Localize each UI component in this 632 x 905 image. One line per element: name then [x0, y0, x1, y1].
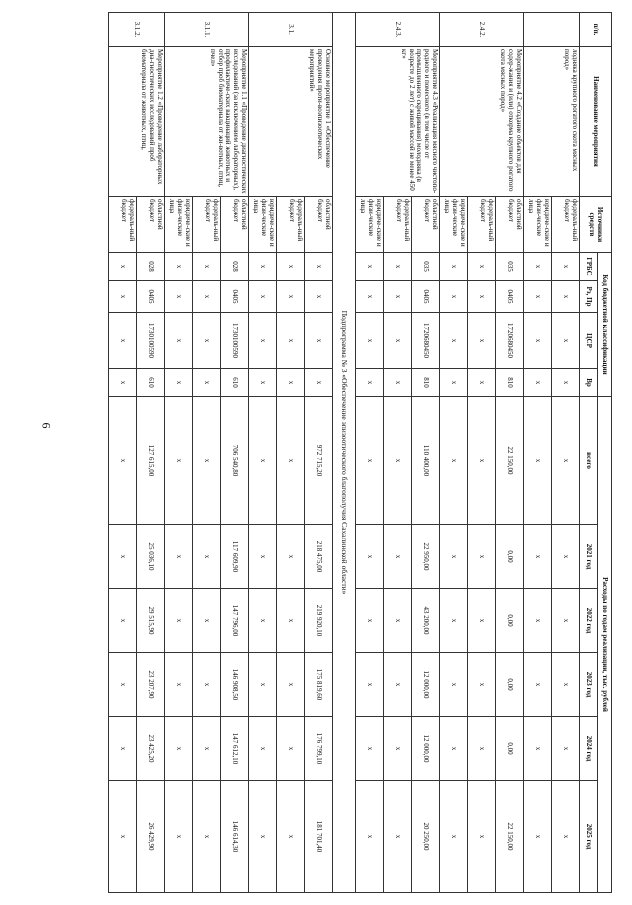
funding-source: федераль-ный бюджет — [193, 197, 221, 253]
value-cell: 028 — [137, 253, 165, 281]
value-cell: x — [356, 781, 384, 893]
value-cell: x — [109, 397, 137, 525]
table-header — [580, 13, 612, 893]
value-cell: 028 — [221, 253, 249, 281]
value-cell: 610 — [221, 369, 249, 397]
value-cell: x — [468, 313, 496, 369]
value-cell: x — [356, 313, 384, 369]
value-cell: x — [109, 281, 137, 313]
value-cell: 218 475,00 — [305, 525, 333, 589]
value-cell: x — [468, 589, 496, 653]
measure-name: Мероприятие 4.2 «Создание объектов для содер-жания и (или) откорма крупного рогатого скота мясных пород» — [440, 47, 524, 197]
value-cell: 810 — [412, 369, 440, 397]
table-row — [221, 13, 249, 893]
header-rzpr: Рз, Пр — [580, 281, 598, 313]
value-cell: x — [524, 589, 552, 653]
value-cell: x — [109, 653, 137, 717]
value-cell: x — [249, 717, 277, 781]
value-cell: 117 609,90 — [221, 525, 249, 589]
row-number: 2.4.2. — [440, 13, 524, 47]
value-cell: 1720680450 — [496, 313, 524, 369]
budget-table — [108, 12, 612, 893]
value-cell: 22 150,00 — [496, 397, 524, 525]
value-cell: 0405 — [412, 281, 440, 313]
value-cell: x — [552, 369, 580, 397]
value-cell: x — [193, 397, 221, 525]
value-cell: x — [356, 397, 384, 525]
value-cell: 25 036,10 — [137, 525, 165, 589]
table-row — [305, 13, 333, 893]
value-cell: 22 150,00 — [496, 781, 524, 893]
value-cell: x — [440, 589, 468, 653]
value-cell: x — [356, 717, 384, 781]
value-cell: x — [384, 653, 412, 717]
value-cell: 23 207,90 — [137, 653, 165, 717]
value-cell: x — [440, 313, 468, 369]
value-cell: x — [277, 589, 305, 653]
value-cell: x — [552, 525, 580, 589]
value-cell: x — [356, 589, 384, 653]
value-cell: x — [468, 397, 496, 525]
rotated-table-container — [34, 12, 612, 892]
header-2024: 2024 год — [580, 717, 598, 781]
value-cell: x — [165, 525, 193, 589]
funding-source: юридиче-ские и физи-ческие лица — [524, 197, 552, 253]
value-cell: x — [249, 369, 277, 397]
header-budget-code: Код бюджетной классификации — [598, 253, 612, 397]
value-cell: 0,00 — [496, 525, 524, 589]
header-expenses: Расходы по годам реализации, тыс. рублей — [598, 397, 612, 893]
value-cell: x — [524, 369, 552, 397]
value-cell: 035 — [412, 253, 440, 281]
value-cell: x — [109, 717, 137, 781]
row-number: 3.1.2. — [109, 13, 165, 47]
header-2025: 2025 год — [580, 781, 598, 893]
value-cell: 181 701,40 — [305, 781, 333, 893]
value-cell: x — [524, 253, 552, 281]
value-cell: x — [109, 369, 137, 397]
value-cell: x — [468, 781, 496, 893]
subprogram-title: Подпрограмма № 3 «Обеспечение эпизоотического благополучия Сахалинской области» — [333, 13, 356, 893]
value-cell: x — [277, 525, 305, 589]
value-cell: x — [356, 253, 384, 281]
value-cell: x — [524, 281, 552, 313]
value-cell: 23 425,20 — [137, 717, 165, 781]
value-cell: x — [249, 281, 277, 313]
value-cell: x — [552, 653, 580, 717]
header-vr: Вр — [580, 369, 598, 397]
value-cell: 1720680450 — [412, 313, 440, 369]
value-cell: x — [384, 589, 412, 653]
value-cell: x — [277, 369, 305, 397]
subprogram-row-group — [333, 13, 356, 893]
value-cell: 20 250,00 — [412, 781, 440, 893]
funding-source: областной бюджет — [221, 197, 249, 253]
value-cell: 176 799,10 — [305, 717, 333, 781]
value-cell: x — [356, 369, 384, 397]
header-grbs: ГРБС — [580, 253, 598, 281]
value-cell: 0405 — [496, 281, 524, 313]
row-number — [524, 13, 580, 47]
value-cell: x — [384, 525, 412, 589]
value-cell: x — [440, 525, 468, 589]
value-cell: 147 612,10 — [221, 717, 249, 781]
value-cell: x — [165, 781, 193, 893]
funding-source: федераль-ный бюджет — [552, 197, 580, 253]
value-cell: x — [552, 281, 580, 313]
measure-name: Мероприятие 1.2 «Проведение лабораторных диа-гностических исследований проб биоматериала от животных, птиц, — [109, 47, 165, 197]
funding-source: областной бюджет — [305, 197, 333, 253]
value-cell: x — [384, 253, 412, 281]
funding-source: федераль-ный бюджет — [384, 197, 412, 253]
value-cell: x — [468, 717, 496, 781]
value-cell: x — [440, 397, 468, 525]
value-cell: x — [524, 313, 552, 369]
measure-name: Мероприятие 1.1 «Проведение диагностических исследований (за исключением лабораторных), профилактиче-ских вакцинаций животных и отбор проб биоматериала от жи-вотных, птиц, пчел» — [165, 47, 249, 197]
measure-name: лодняка крупного рогатого скота мясных пород» — [524, 47, 580, 197]
value-cell: 0405 — [137, 281, 165, 313]
value-cell: 22 950,00 — [412, 525, 440, 589]
value-cell: x — [109, 525, 137, 589]
funding-source: федераль-ный бюджет — [109, 197, 137, 253]
value-cell: x — [277, 253, 305, 281]
value-cell: x — [193, 281, 221, 313]
value-cell: x — [249, 397, 277, 525]
value-cell: x — [165, 397, 193, 525]
value-cell: x — [552, 781, 580, 893]
table-row — [137, 13, 165, 893]
value-cell: 219 920,10 — [305, 589, 333, 653]
table-row — [496, 13, 524, 893]
value-cell: x — [193, 525, 221, 589]
value-cell: x — [524, 397, 552, 525]
value-cell: 0,00 — [496, 717, 524, 781]
funding-source: федераль-ный бюджет — [468, 197, 496, 253]
value-cell: x — [277, 281, 305, 313]
value-cell: x — [165, 253, 193, 281]
value-cell: x — [165, 589, 193, 653]
value-cell: x — [165, 281, 193, 313]
value-cell: 127 615,00 — [137, 397, 165, 525]
value-cell: x — [440, 253, 468, 281]
table-body-subprogram-2 — [356, 13, 580, 893]
value-cell: x — [249, 313, 277, 369]
header-name: Наименование мероприятия — [580, 47, 612, 197]
value-cell: 810 — [496, 369, 524, 397]
value-cell: x — [249, 253, 277, 281]
value-cell: x — [384, 397, 412, 525]
value-cell: x — [193, 589, 221, 653]
value-cell: x — [165, 653, 193, 717]
value-cell: x — [193, 313, 221, 369]
header-total: всего — [580, 397, 598, 525]
header-source: Источники средств — [580, 197, 612, 253]
value-cell: x — [305, 281, 333, 313]
value-cell: x — [109, 313, 137, 369]
page-number: 6 — [39, 422, 54, 429]
value-cell: x — [552, 313, 580, 369]
value-cell: 0405 — [221, 281, 249, 313]
value-cell: x — [165, 313, 193, 369]
value-cell: 146 614,30 — [221, 781, 249, 893]
value-cell: x — [305, 369, 333, 397]
value-cell: x — [249, 589, 277, 653]
row-number: 3.1.1. — [165, 13, 249, 47]
value-cell: 110 400,00 — [412, 397, 440, 525]
value-cell: x — [384, 717, 412, 781]
value-cell: 706 540,80 — [221, 397, 249, 525]
value-cell: x — [440, 369, 468, 397]
value-cell: x — [384, 313, 412, 369]
value-cell: x — [468, 525, 496, 589]
value-cell: x — [356, 281, 384, 313]
funding-source: юридиче-ские и физи-ческие лица — [440, 197, 468, 253]
value-cell: x — [356, 653, 384, 717]
measure-name: Мероприятие 4.3 «Реализация мясного чистопо-родного и помесного (в том числе от промышленного скрещивания) молодняка (в возрасте до 2 лет) с живой массой не менее 450 кг» — [356, 47, 440, 197]
value-cell: x — [249, 525, 277, 589]
value-cell: 1730100590 — [221, 313, 249, 369]
table-row — [412, 13, 440, 893]
value-cell: x — [277, 781, 305, 893]
value-cell: x — [524, 653, 552, 717]
value-cell: x — [468, 281, 496, 313]
value-cell: 147 796,00 — [221, 589, 249, 653]
value-cell: x — [384, 781, 412, 893]
value-cell: x — [468, 253, 496, 281]
value-cell: 29 515,90 — [137, 589, 165, 653]
value-cell: 12 000,00 — [412, 653, 440, 717]
header-2023: 2023 год — [580, 653, 598, 717]
value-cell: x — [249, 653, 277, 717]
value-cell: x — [193, 653, 221, 717]
value-cell: x — [165, 369, 193, 397]
value-cell: 146 908,50 — [221, 653, 249, 717]
table-row — [552, 13, 580, 893]
value-cell: x — [249, 781, 277, 893]
header-2021: 2021 год — [580, 525, 598, 589]
header-num: п/п. — [580, 13, 612, 47]
value-cell: x — [277, 653, 305, 717]
value-cell: x — [440, 781, 468, 893]
value-cell: x — [552, 589, 580, 653]
value-cell: x — [109, 781, 137, 893]
value-cell: x — [440, 717, 468, 781]
value-cell: x — [193, 369, 221, 397]
value-cell: x — [305, 253, 333, 281]
funding-source: юридиче-ские и физи-ческие лица — [356, 197, 384, 253]
value-cell: x — [440, 281, 468, 313]
header-2022: 2022 год — [580, 589, 598, 653]
value-cell: 12 000,00 — [412, 717, 440, 781]
value-cell: 26 429,90 — [137, 781, 165, 893]
funding-source: областной бюджет — [137, 197, 165, 253]
value-cell: 0,00 — [496, 589, 524, 653]
value-cell: 0,00 — [496, 653, 524, 717]
measure-name: Основное мероприятие 1 «Обеспечение проведения проти-воэпизоотических мероприятий» — [249, 47, 333, 197]
funding-source: федераль-ный бюджет — [277, 197, 305, 253]
value-cell: x — [468, 653, 496, 717]
value-cell: 1730100590 — [137, 313, 165, 369]
value-cell: 43 200,00 — [412, 589, 440, 653]
funding-source: областной бюджет — [496, 197, 524, 253]
table-body-subprogram-3 — [109, 13, 333, 893]
value-cell: x — [552, 253, 580, 281]
funding-source: юридиче-ские и физи-ческие лица — [165, 197, 193, 253]
value-cell: x — [193, 717, 221, 781]
value-cell: x — [524, 781, 552, 893]
value-cell: x — [552, 397, 580, 525]
value-cell: x — [109, 589, 137, 653]
value-cell: x — [524, 525, 552, 589]
value-cell: 972 715,20 — [305, 397, 333, 525]
value-cell: x — [356, 525, 384, 589]
value-cell: x — [552, 717, 580, 781]
value-cell: x — [384, 369, 412, 397]
value-cell: x — [468, 369, 496, 397]
row-number: 3.1. — [249, 13, 333, 47]
value-cell: x — [277, 313, 305, 369]
value-cell: x — [384, 281, 412, 313]
value-cell: 175 819,60 — [305, 653, 333, 717]
row-number: 2.4.3. — [356, 13, 440, 47]
value-cell: 610 — [137, 369, 165, 397]
value-cell: x — [193, 781, 221, 893]
value-cell: x — [305, 313, 333, 369]
value-cell: x — [109, 253, 137, 281]
value-cell: x — [165, 717, 193, 781]
value-cell: x — [277, 717, 305, 781]
value-cell: x — [524, 717, 552, 781]
value-cell: x — [277, 397, 305, 525]
funding-source: юридиче-ские и физи-ческие лица — [249, 197, 277, 253]
funding-source: областной бюджет — [412, 197, 440, 253]
header-csr: ЦСР — [580, 313, 598, 369]
value-cell: x — [193, 253, 221, 281]
value-cell: 035 — [496, 253, 524, 281]
value-cell: x — [440, 653, 468, 717]
